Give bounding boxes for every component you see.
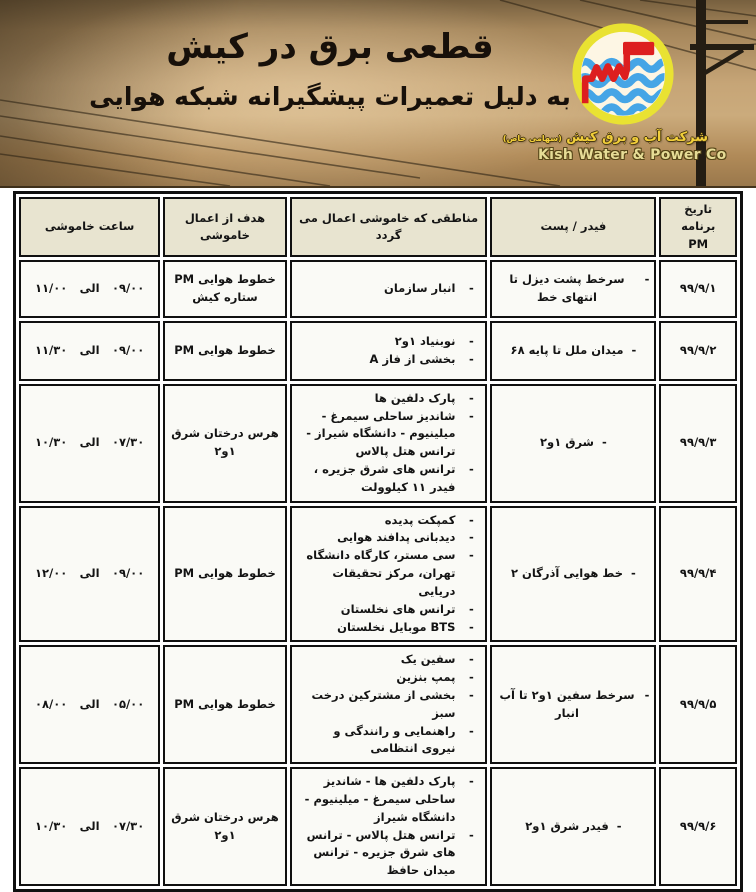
feeder-text: میدان ملل تا پایه ۶۸ [510,342,624,357]
time-to: ۱۱/۰۰ [35,280,68,295]
table-wrapper [0,188,756,892]
outage-date: ۹۹/۹/۴ [679,566,717,581]
area-list-item [297,687,477,723]
outage-schedule-table [13,191,743,892]
dash-marker: - [469,462,474,476]
area-list-item [297,669,477,687]
area-list-item [297,773,477,826]
area-list-item [297,651,477,669]
purpose-cell [163,384,287,503]
areas-cell [290,384,488,503]
area-text: ترانس هتل پالاس - ترانس های شرق جزیره - ترانس میدان حافظ [306,827,456,878]
area-text: دیدبانی پدافند هوایی [337,530,456,545]
table-row [19,506,737,643]
purpose-cell [163,645,287,764]
company-logo-icon [571,22,675,126]
purpose-line: خطوط هوایی PM [174,566,276,581]
areas-cell [290,645,488,764]
area-text: ترانس های شرق جزیره ، فیدر ۱۱ کیلوولت [313,462,456,494]
area-text: شاندیز ساحلی سیمرغ - میلینیوم - دانشگاه شیراز - ترانس هتل پالاس [306,408,456,459]
area-text: سفین یک [400,652,456,667]
feeder-text: شرق ۱و۲ [540,435,594,450]
area-text: پمپ بنزین [396,670,456,685]
column-header-areas: مناطقی که خاموشی اعمال می گردد [290,197,488,257]
time-cell [19,506,160,643]
date-cell [659,384,737,503]
time-connector: الی [79,818,100,833]
purpose-lines [170,809,280,845]
time-to: ۰۸/۰۰ [35,696,68,711]
area-list-item [297,547,477,600]
feeder-text: خط هوایی آذرگان ۲ [511,566,624,581]
outage-date: ۹۹/۹/۱ [679,280,717,295]
dash-marker: - [469,408,474,423]
dash-marker: - [469,601,474,616]
column-header-purpose: هدف از اعمال خاموشی [163,197,287,257]
dash-marker: - [469,548,474,563]
areas-list [297,279,481,299]
area-text: نوبنیاد ۱و۲ [394,333,456,348]
company-name-fa [502,130,708,145]
areas-list [297,772,481,881]
time-from: ۰۵/۰۰ [111,696,145,711]
dash-marker: - [469,619,474,634]
area-list-item [297,408,477,461]
outage-date: ۹۹/۹/۲ [679,342,717,357]
area-text: راهنمایی و رانندگی و نیروی انتظامی [333,723,456,756]
area-list-item [297,723,477,759]
area-list-item [297,529,477,547]
table-row [19,321,737,381]
area-text: پارک دلفین ها [374,390,456,405]
area-list-item [297,461,477,497]
time-connector: الی [79,342,100,357]
dash-marker: - [469,530,474,545]
time-cell [19,767,160,886]
company-logo-block [502,22,727,163]
dash-marker: - [616,818,622,833]
areas-list [297,650,481,759]
header-banner [0,0,756,188]
dash-marker: - [469,670,474,685]
date-cell [659,260,737,318]
outage-date: ۹۹/۹/۵ [679,696,717,711]
area-text: کمپکت پدیده [384,512,456,527]
dash-marker: - [469,390,474,405]
time-from: ۰۷/۳۰ [111,818,145,833]
areas-list [297,332,481,370]
time-connector: الی [79,435,100,450]
areas-cell [290,260,488,318]
areas-cell [290,767,488,886]
dash-marker: - [601,435,607,450]
dash-marker: - [469,280,474,295]
purpose-lines [170,425,280,461]
dash-marker: - [644,271,650,286]
area-list-item [297,390,477,408]
time-from: ۰۹/۰۰ [111,566,145,581]
page-title: قطعی برق در کیش [166,27,494,67]
feeder-text: سرخط سفین ۱و۲ تا آب انبار [499,687,635,720]
dash-marker: - [469,351,474,366]
company-name-en: Kish Water & Power Co [538,147,727,163]
company-name-fa-note: (سهامی خاص) [502,134,562,143]
area-list-item [297,351,477,369]
feeder-text: فیدر شرق ۱و۲ [525,818,609,833]
time-cell [19,260,160,318]
time-cell [19,645,160,764]
purpose-line: ستاره کیش [192,289,258,304]
time-connector: الی [79,696,100,711]
date-cell [659,767,737,886]
time-from: ۰۹/۰۰ [111,342,145,357]
column-header-date: تاریخ برنامه PM [659,197,737,257]
time-from: ۰۹/۰۰ [111,280,145,295]
dash-marker: - [631,342,637,357]
area-text: BTS موبایل نخلستان [337,619,456,634]
time-connector: الی [79,280,100,295]
time-cell [19,321,160,381]
date-cell [659,506,737,643]
date-cell [659,645,737,764]
table-row [19,767,737,886]
feeder-cell [490,767,656,886]
purpose-line: خطوط هوایی PM [174,271,276,286]
purpose-line: خطوط هوایی PM [174,342,276,357]
area-list-item [297,601,477,619]
date-cell [659,321,737,381]
area-text: بخشی از مشترکین درخت سبز [311,687,456,720]
dash-marker: - [631,566,636,581]
purpose-lines [170,696,280,714]
dash-marker: - [469,652,474,667]
purpose-cell [163,506,287,643]
dash-marker: - [469,512,474,527]
time-cell [19,384,160,503]
table-row [19,645,737,764]
purpose-lines [170,565,280,583]
feeder-text: سرخط پشت دیزل تا انتهای خط [509,271,625,304]
time-to: ۱۰/۳۰ [35,435,68,450]
feeder-cell [490,384,656,503]
purpose-cell [163,260,287,318]
purpose-cell [163,767,287,886]
feeder-cell [490,260,656,318]
page-subtitle: به دلیل تعمیرات پیشگیرانه شبکه هوایی [89,81,571,111]
areas-cell [290,506,488,643]
area-list-item [297,280,477,298]
area-list-item [297,827,477,880]
dash-marker: - [469,333,474,348]
time-to: ۱۱/۳۰ [35,342,68,357]
purpose-line: هرس درختان شرق ۱و۲ [171,426,279,459]
purpose-cell [163,321,287,381]
table-header-row [19,197,737,257]
feeder-cell [490,645,656,764]
column-header-time: ساعت خاموشی [19,197,160,257]
time-to: ۱۰/۳۰ [35,818,68,833]
time-connector: الی [79,566,100,581]
table-row [19,260,737,318]
purpose-line: هرس درختان شرق ۱و۲ [171,809,279,842]
purpose-lines [170,271,280,307]
area-list-item [297,333,477,351]
purpose-line: خطوط هوایی PM [174,696,276,711]
area-text: سی مستر، کارگاه دانشگاه تهران، مرکز تحقیقات دریایی [306,548,456,598]
area-text: انبار سازمان [384,280,456,295]
areas-list [297,511,481,638]
area-list-item [297,512,477,530]
dash-marker: - [644,687,650,702]
dash-marker: - [469,687,474,702]
area-text: بخشی از فاز A [369,351,456,366]
time-to: ۱۲/۰۰ [35,566,68,581]
dash-marker: - [469,774,474,789]
areas-cell [290,321,488,381]
feeder-cell [490,321,656,381]
outage-date: ۹۹/۹/۳ [679,435,717,450]
dash-marker: - [469,827,474,842]
area-text: پارک دلفین ها - شاندیز ساحلی سیمرغ - میلینیوم - دانشگاه شیراز [304,774,456,824]
dash-marker: - [469,723,474,738]
company-name-fa-text: شرکت آب و برق کیش [566,130,708,145]
outage-date: ۹۹/۹/۶ [679,818,717,833]
area-text: ترانس های نخلستان [340,601,456,616]
feeder-cell [490,506,656,643]
column-header-feeder: فیدر / پست [490,197,656,257]
table-row [19,384,737,503]
time-from: ۰۷/۳۰ [111,435,145,450]
area-list-item [297,619,477,637]
purpose-lines [170,342,280,360]
areas-list [297,389,481,498]
